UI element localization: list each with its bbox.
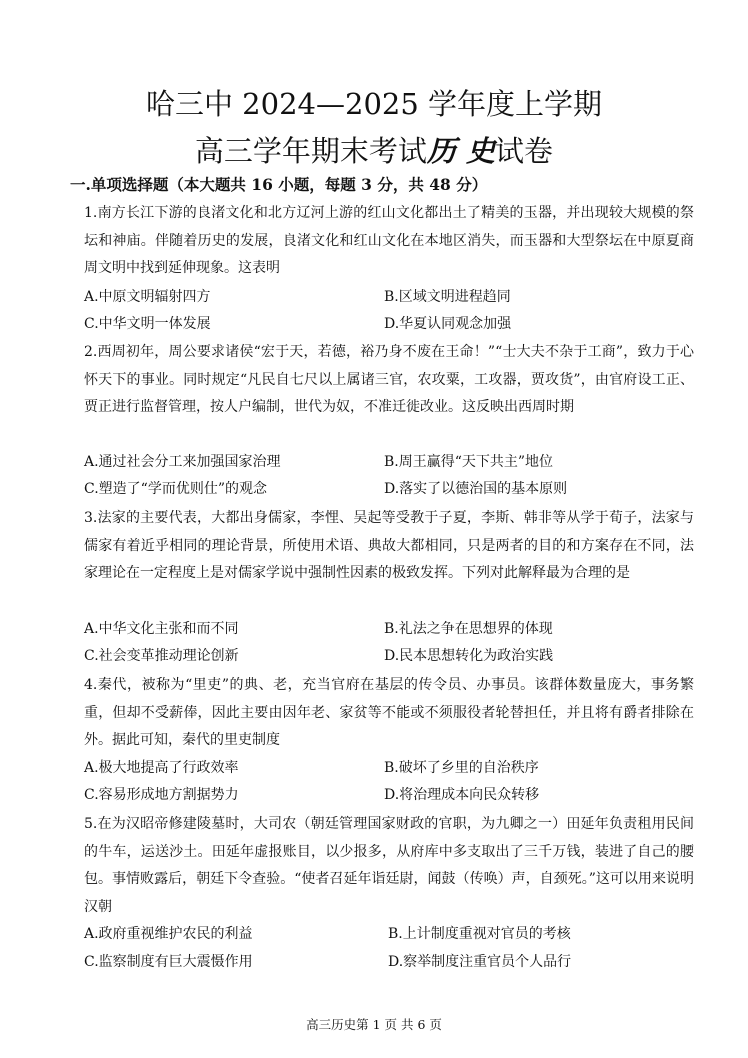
exam-title-line2 [0,133,748,169]
q3-option-b: B.礼法之争在思想界的体现 [384,621,553,637]
page-footer: 高三历史第 1 页 共 6 页 [306,1017,442,1032]
section-heading: 一.单项选择题（本大题共 16 小题，每题 3 分，共 48 分） [70,175,488,194]
exam-title-line1: 哈三中 2024—2025 学年度上学期 [145,87,603,121]
q2-option-b: B.周王赢得“天下共主”地位 [384,454,554,470]
q5-option-b: B.上计制度重视对官员的考核 [388,926,571,942]
q2-option-d: D.落实了以德治国的基本原则 [384,481,568,497]
q2-option-a: A.通过社会分工来加强国家治理 [84,454,281,470]
question-5-stem: 5.在为汉昭帝修建陵墓时，大司农（朝廷管理国家财政的官职，为九卿之一）田延年负责租用民间的牛车，运送沙土。田延年虚报账目，以少报多，从府库中多支取出了三千万钱，装进了自己的腰包。事情败露后，朝廷下令查验。“使者召延年诣廷尉，闻鼓（传唤）声，自颈死。”这可以用来说明汉朝 [84,816,694,915]
q4-option-d: D.将治理成本向民众转移 [384,787,540,803]
question-2-stem: 2.西周初年，周公要求诸侯“宏于天，若德，裕乃身不废在王命！”“士大夫不杂于工商”，致力于心怀天下的事业。同时规定“凡民自七尺以上属诸三官，农攻粟，工攻器，贾攻货”，由官府设工正、贾正进行监督管理，按人户编制，世代为奴，不准迁徙改业。这反映出西周时期 [84,344,694,415]
question-4-stem: 4.秦代，被称为“里吏”的典、老，充当官府在基层的传令员、办事员。该群体数量庞大，事务繁重，但却不受薪俸，因此主要由因年老、家贫等不能或不须服役者轮替担任，并且将有爵者排除在外。据此可知，秦代的里吏制度 [84,677,694,748]
q5-option-a: A.政府重视维护农民的利益 [84,926,253,942]
q2-option-c: C.塑造了“学而优则仕”的观念 [84,481,267,497]
q3-option-c: C.社会变革推动理论创新 [84,648,239,664]
q4-option-b: B.破坏了乡里的自治秩序 [384,760,539,776]
q4-option-a: A.极大地提高了行政效率 [84,760,239,776]
q5-option-d: D.察举制度注重官员个人品行 [388,954,572,970]
q3-option-a: A.中华文化主张和而不同 [84,621,239,637]
q1-option-d: D.华夏认同观念加强 [384,316,512,332]
q1-option-b: B.区域文明进程趋同 [384,289,511,305]
question-3-stem: 3.法家的主要代表，大都出身儒家，李悝、吴起等受教于子夏，李斯、韩非等从学于荀子，法家与儒家有着近乎相同的理论背景，所使用术语、典故大都相同，只是两者的目的和方案存在不同，法家理论在一定程度上是对儒家学说中强制性因素的极致发挥。下列对此解释最为合理的是 [84,510,694,581]
title-prefix: 高三学年期末考试 [194,134,427,168]
q1-option-c: C.中华文明一体发展 [84,316,211,332]
q1-option-a: A.中原文明辐射四方 [84,289,211,305]
q3-option-d: D.民本思想转化为政治实践 [384,648,554,664]
q4-option-c: C.容易形成地方割据势力 [84,787,239,803]
question-1-stem: 1.南方长江下游的良渚文化和北方辽河上游的红山文化都出土了精美的玉器，并出现较大规模的祭坛和神庙。伴随着历史的发展，良渚文化和红山文化在本地区消失，而玉器和大型祭坛在中原夏商周文明中找到延伸现象。这表明 [84,205,694,276]
title-suffix: 试卷 [495,134,554,168]
q5-option-c: C.监察制度有巨大震慑作用 [84,954,253,970]
title-subject: 历 史 [426,134,496,168]
